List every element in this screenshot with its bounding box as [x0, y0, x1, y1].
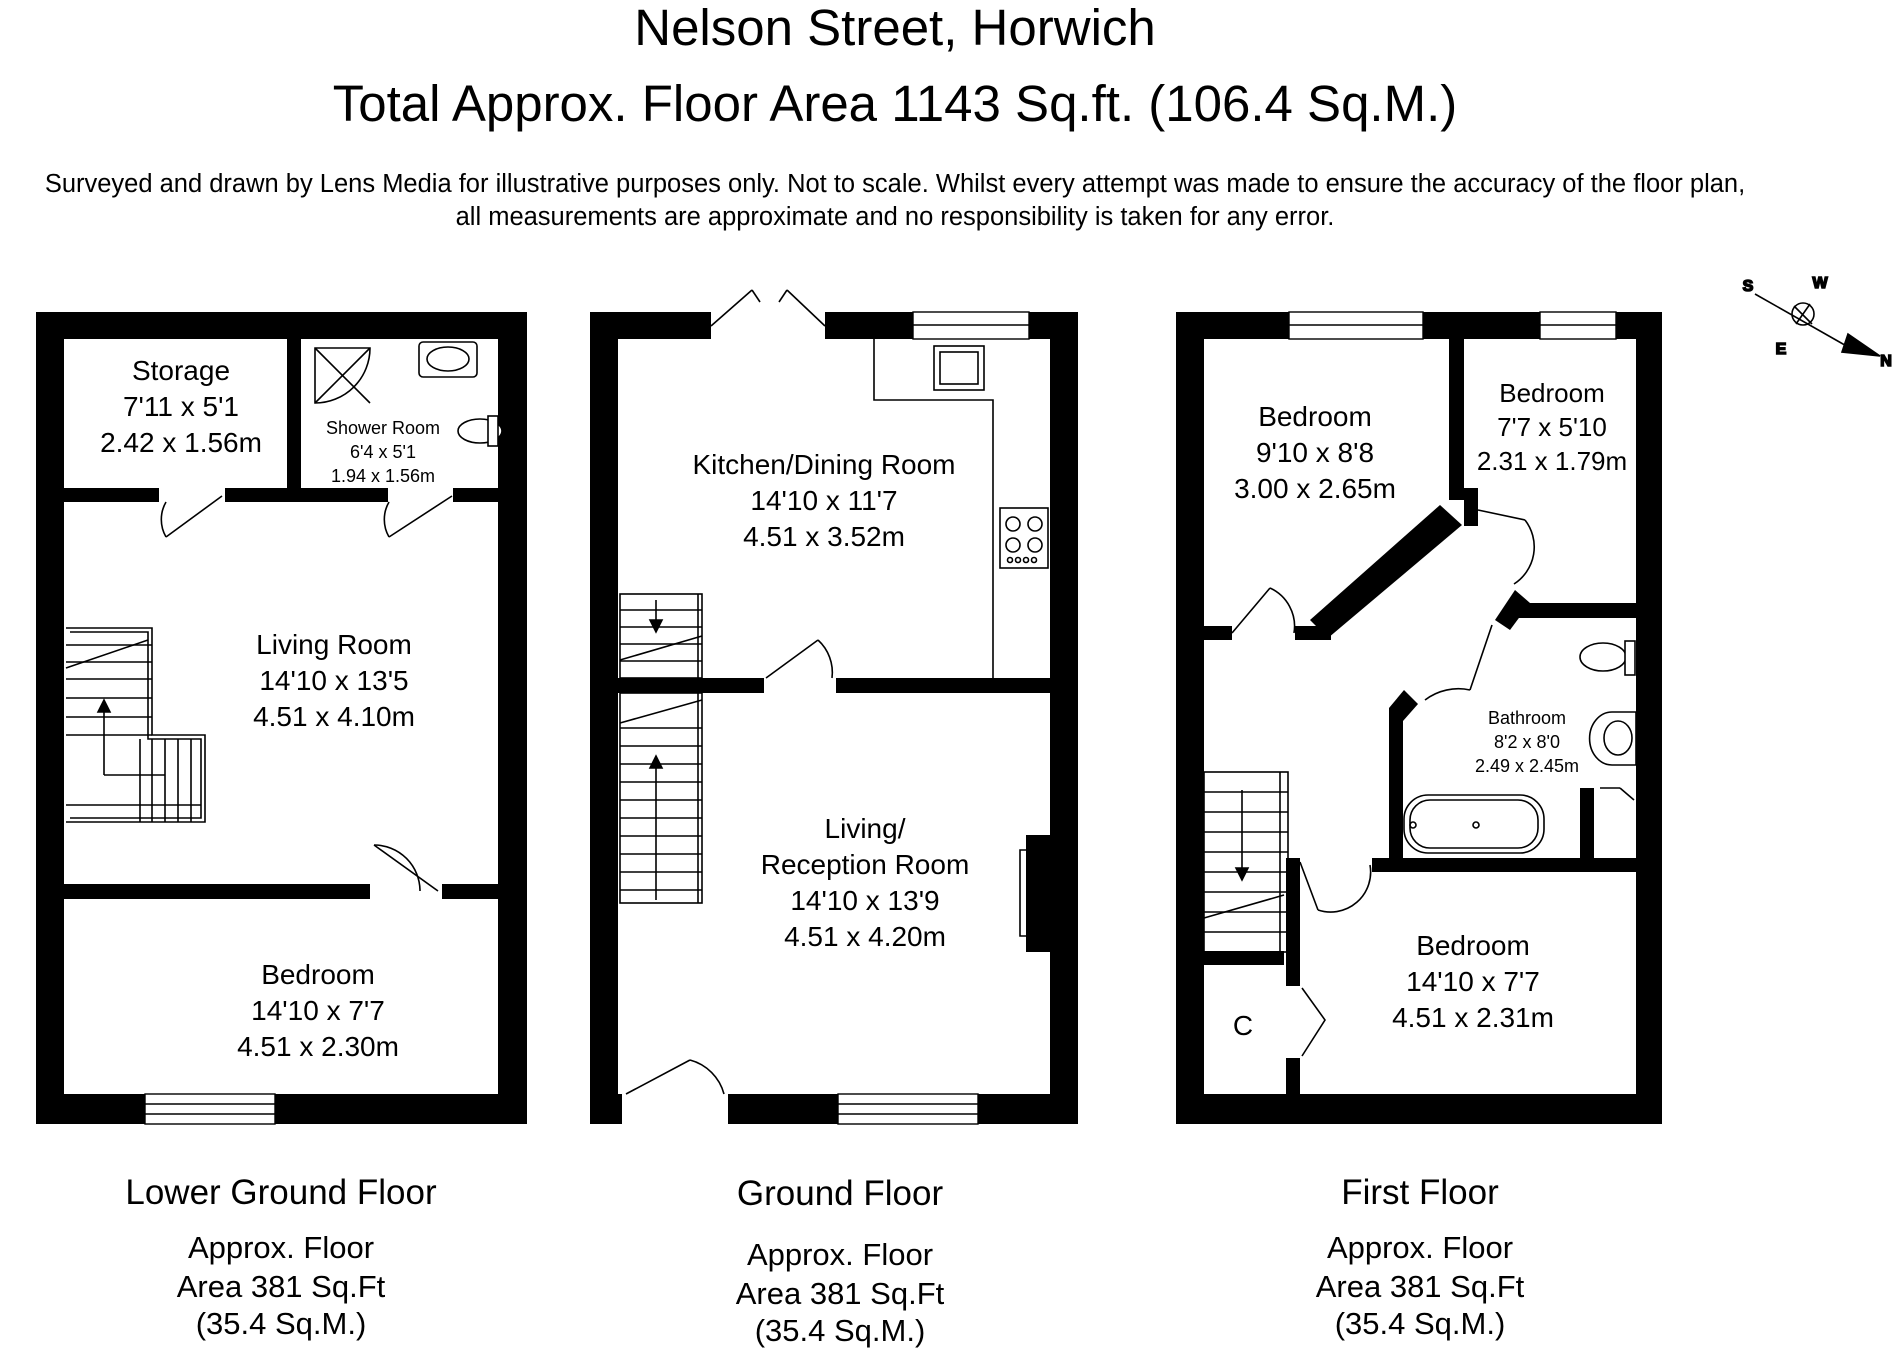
room-size-imperial: 14'10 x 13'5 — [259, 665, 409, 696]
room-name-line-2: Reception Room — [760, 849, 970, 880]
staircase — [1204, 772, 1288, 952]
room-kitchen-dining — [692, 449, 955, 552]
compass-east: E — [1775, 341, 1787, 358]
room-size-imperial: 14'10 x 7'7 — [251, 995, 385, 1026]
room-living-room — [253, 629, 415, 732]
room-size-imperial: 6'4 x 5'1 — [350, 442, 416, 462]
room-size-metric: 4.51 x 2.30m — [237, 1031, 399, 1062]
window — [145, 1094, 275, 1124]
room-size-metric: 4.51 x 2.31m — [1392, 1002, 1554, 1033]
room-size-metric: 2.31 x 1.79m — [1476, 446, 1628, 476]
room-name: Bedroom — [1499, 378, 1605, 408]
room-bedroom-lower — [237, 959, 399, 1062]
floor-area-line-1: Approx. Floor — [1326, 1230, 1514, 1265]
fireplace — [1020, 850, 1026, 936]
compass-west: W — [1812, 275, 1828, 292]
floor-area-line-3: (35.4 Sq.M.) — [195, 1306, 367, 1341]
room-size-metric: 2.42 x 1.56m — [100, 427, 262, 458]
room-size-imperial: 14'10 x 11'7 — [750, 485, 898, 516]
room-name: Living/ — [824, 813, 906, 844]
floor-area-line-1: Approx. Floor — [187, 1230, 375, 1265]
disclaimer-line-1: Surveyed and drawn by Lens Media for illustrative purposes only. Not to scale. Whilst every attempt was made to ensure the accuracy of the floor plan, — [44, 170, 1746, 198]
floor-name: Ground Floor — [736, 1174, 944, 1213]
room-size-metric: 4.51 x 4.20m — [784, 921, 946, 952]
kitchen-units — [874, 339, 1048, 678]
floor-area-line-2: Area 381 Sq.Ft — [735, 1276, 945, 1311]
room-name: Shower Room — [325, 418, 441, 438]
floor-area-line-2: Area 381 Sq.Ft — [176, 1269, 386, 1304]
windows — [838, 312, 1029, 1124]
room-shower-room — [326, 418, 440, 486]
room-bedroom-first-1 — [1234, 401, 1396, 504]
room-size-metric: 4.51 x 4.10m — [253, 701, 415, 732]
room-name: C — [1232, 1010, 1254, 1041]
ground-floor-plan — [590, 290, 1078, 1124]
room-living-reception — [761, 813, 970, 952]
staircase — [66, 628, 205, 822]
room-size-imperial: 7'7 x 5'10 — [1497, 412, 1607, 442]
compass-north: N — [1880, 353, 1892, 370]
floor-name: First Floor — [1341, 1173, 1499, 1212]
plan-title: Nelson Street, Horwich — [634, 0, 1156, 56]
room-size-imperial: 14'10 x 7'7 — [1406, 966, 1540, 997]
french-doors — [711, 290, 825, 326]
floor-area-line-1: Approx. Floor — [746, 1237, 934, 1272]
compass-icon — [1743, 275, 1892, 370]
room-size-imperial: 8'2 x 8'0 — [1494, 732, 1560, 752]
room-name: Living Room — [256, 629, 412, 660]
room-size-imperial: 14'10 x 13'9 — [790, 885, 940, 916]
room-name: Bedroom — [1416, 930, 1530, 961]
caption-lower-ground-floor — [81, 1175, 481, 1339]
room-bathroom — [1475, 708, 1579, 776]
walls — [590, 312, 1078, 1124]
room-size-imperial: 9'10 x 8'8 — [1255, 437, 1375, 468]
compass-south: S — [1742, 278, 1754, 295]
floor-name: Lower Ground Floor — [125, 1173, 437, 1212]
room-name: Storage — [131, 355, 231, 386]
room-name: Kitchen/Dining Room — [692, 449, 956, 480]
room-size-metric: 4.51 x 3.52m — [743, 521, 905, 552]
room-name: Bedroom — [261, 959, 375, 990]
room-bedroom-first-2 — [1477, 378, 1627, 476]
caption-first-floor — [1220, 1175, 1620, 1339]
caption-ground-floor — [640, 1176, 1040, 1346]
room-bedroom-first-3 — [1392, 930, 1554, 1033]
floor-area-line-3: (35.4 Sq.M.) — [754, 1313, 926, 1348]
room-size-imperial: 7'11 x 5'1 — [122, 391, 240, 422]
room-name: Bathroom — [1487, 708, 1567, 728]
floor-area-line-3: (35.4 Sq.M.) — [1334, 1306, 1506, 1341]
total-floor-area: Total Approx. Floor Area 1143 Sq.ft. (106.4 Sq.M.) — [332, 75, 1458, 132]
room-cupboard — [1233, 1010, 1253, 1041]
room-size-metric: 2.49 x 2.45m — [1474, 756, 1580, 776]
room-size-metric: 3.00 x 2.65m — [1234, 473, 1396, 504]
room-size-metric: 1.94 x 1.56m — [330, 466, 436, 486]
room-storage — [100, 355, 262, 458]
disclaimer-line-2: all measurements are approximate and no responsibility is taken for any error. — [455, 203, 1335, 231]
room-name: Bedroom — [1258, 401, 1372, 432]
floor-area-line-2: Area 381 Sq.Ft — [1315, 1269, 1525, 1304]
staircase — [620, 594, 702, 903]
